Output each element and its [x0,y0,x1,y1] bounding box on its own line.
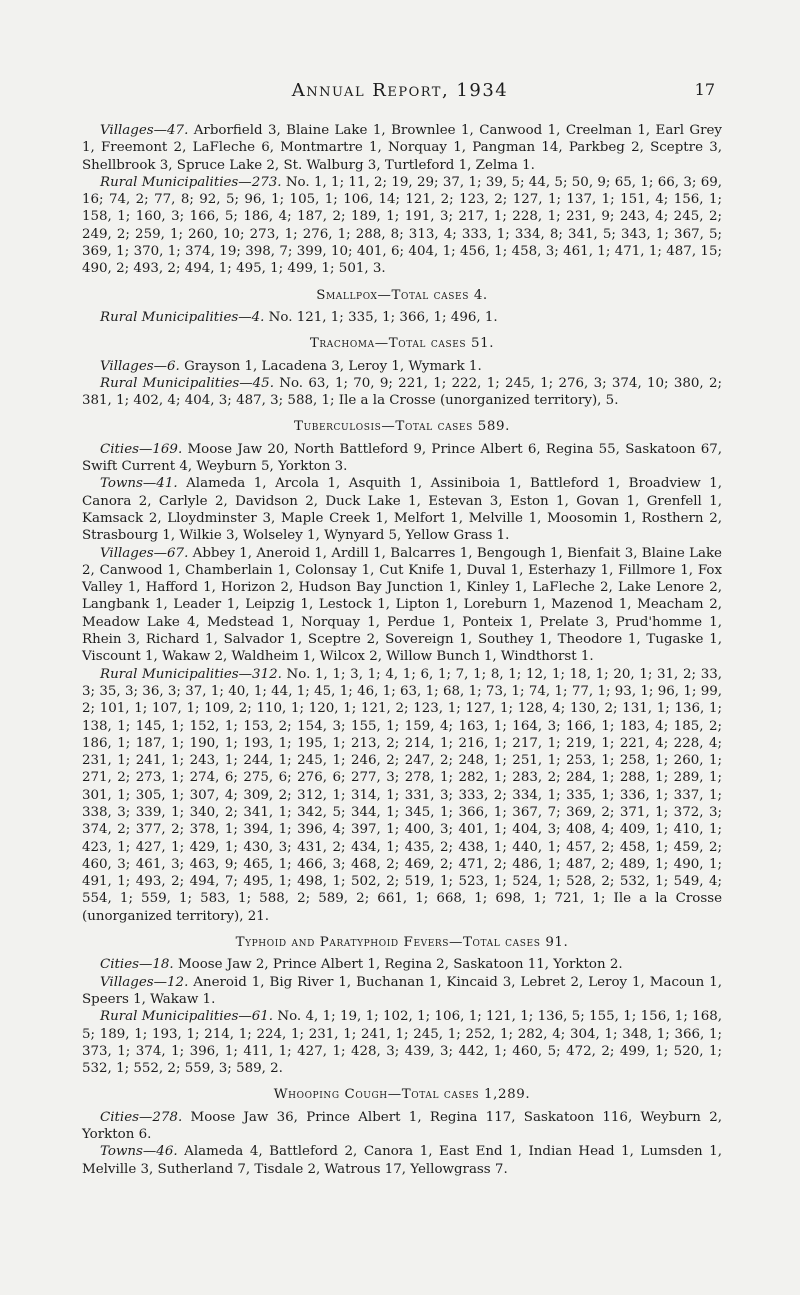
section-heading-typhoid: Typhoid and Paratyphoid Fevers—Total cases 91. [235,935,569,951]
villages-paragraph [82,358,722,375]
category-text: No. 63, 1; 70, 9; 221, 1; 222, 1; 245, 1; 276, 3; 374, 10; 380, 2; 381, 1; 402, 4; 404, 3; 487, 3; 588, 1; Ile a la Crosse (unorganized territory), 5. [82,375,722,409]
category-text: Moose Jaw 36, Prince Albert 1, Regina 117, Saskatoon 116, Weyburn 2, Yorkton 6. [82,1109,722,1143]
villages-paragraph [82,122,722,174]
category-label: Cities—169. [100,441,183,457]
towns-paragraph [82,475,722,544]
category-text: Arborfield 3, Blaine Lake 1, Brownlee 1, Canwood 1, Creelman 1, Earl Grey 1, Freemont 2, LaFleche 6, Montmartre 1, Norquay 1, Pangman 14, Parkbeg 2, Sceptre 3, Shellbrook 3, Spruce Lake 2, St. Walburg 3, Turtleford 1, Zelma 1. [82,123,722,173]
rural-municipalities-paragraph [82,1008,722,1077]
category-label: Cities—278. [100,1109,183,1125]
towns-paragraph [82,1143,722,1178]
cities-paragraph [82,1109,722,1144]
category-label: Rural Municipalities—4. [100,309,265,325]
category-label: Villages—67. [100,545,189,561]
category-text: Moose Jaw 2, Prince Albert 1, Regina 2, Saskatoon 11, Yorkton 2. [173,957,623,973]
category-text: Alameda 1, Arcola 1, Asquith 1, Assiniboia 1, Battleford 1, Broadview 1, Canora 2, Carlyle 2, Davidson 2, Duck Lake 1, Estevan 3, Eston 1, Govan 1, Grenfell 1, Kamsack 2, Lloydminster 3, Maple Creek 1, Melfort 1, Melville 1, Moosomin 1, Rosthern 2, Strasbourg 1, Wilkie 3, Wolseley 1, Wynyard 5, Yellow Grass 1. [82,476,722,544]
category-label: Rural Municipalities—45. [100,375,274,391]
category-text: Alameda 4, Battleford 2, Canora 1, East End 1, Indian Head 1, Lumsden 1, Melville 3, Sutherland 7, Tisdale 2, Watrous 17, Yellowgrass 7. [82,1144,722,1177]
category-label: Villages—12. [100,974,189,990]
villages-paragraph [82,545,722,666]
rural-municipalities-paragraph [82,666,722,925]
category-label: Rural Municipalities—312. [100,666,282,682]
section-heading-tuberculosis: Tuberculosis—Total cases 589. [294,419,510,435]
page-content [82,122,722,1178]
category-label: Towns—41. [100,476,178,492]
category-text: No. 1, 1; 11, 2; 19, 29; 37, 1; 39, 5; 44, 5; 50, 9; 65, 1; 66, 3; 69, 16; 74, 2; 77, 8; 92, 5; 96, 1; 105, 1; 106, 14; 121, 2; 123, 2; 127, 1; 137, 1; 151, 4; 156, 1; 158, 1; 160, 3; 166, 5; 186, 4; 187, 2; 189, 1; 191, 3; 217, 1; 228, 1; 231, 9; 243, 4; 245, 2; 249, 2; 259, 1; 260, 10; 273, 1; 276, 1; 288, 8; 313, 4; 333, 1; 334, 8; 341, 5; 343, 1; 367, 5; 369, 1; 370, 1; 374, 19; 398, 7; 399, 10; 401, 6; 404, 1; 456, 1; 458, 3; 461, 1; 471, 1; 487, 15; 490, 2; 493, 2; 494, 1; 495, 1; 499, 1; 501, 3. [82,174,722,277]
category-text: Aneroid 1, Big River 1, Buchanan 1, Kincaid 3, Lebret 2, Leroy 1, Macoun 1, Speers 1, Wakaw 1. [82,974,722,1007]
category-label: Villages—6. [100,358,180,374]
category-label: Rural Municipalities—273. [100,174,282,190]
category-text: Abbey 1, Aneroid 1, Ardill 1, Balcarres 1, Bengough 1, Bienfait 3, Blaine Lake 2, Canwood 1, Chamberlain 1, Colonsay 1, Cut Knife 1, Duval 1, Esterhazy 1, Fillmore 1, Fox Valley 1, Hafford 1, Horizon 2, Hudson Bay Junction 1, Kinley 1, LaFleche 2, Lake Lenore 2, Langbank 1, Leader 1, Leipzig 1, Lestock 1, Lipton 1, Loreburn 1, Mazenod 1, Meacham 2, Meadow Lake 4, Medstead 1, Norquay 1, Perdue 1, Ponteix 1, Prelate 3, Prud'homme 1, Rhein 3, Richard 1, Salvador 1, Sceptre 2, Sovereign 1, Southey 1, Theodore 1, Tugaske 1, Viscount 1, Wakaw 2, Waldheim 1, Wilcox 2, Willow Bunch 1, Windthorst 1. [82,545,722,665]
rural-municipalities-paragraph [82,375,722,410]
section-heading-whooping-cough: Whooping Cough—Total cases 1,289. [273,1087,531,1103]
villages-paragraph [82,974,722,1009]
category-label: Cities—18. [100,957,174,973]
rural-municipalities-paragraph [82,174,722,278]
category-text: Grayson 1, Lacadena 3, Leroy 1, Wymark 1. [179,358,482,374]
category-label: Villages—47. [100,123,189,138]
cities-paragraph [82,441,722,476]
category-text: No. 121, 1; 335, 1; 366, 1; 496, 1. [264,309,498,325]
cities-paragraph [82,956,722,973]
rural-municipalities-paragraph [82,309,722,326]
section-heading-smallpox: Smallpox—Total cases 4. [316,287,488,303]
category-text: No. 1, 1; 3, 1; 4, 1; 6, 1; 7, 1; 8, 1; 12, 1; 18, 1; 20, 1; 31, 2; 33, 3; 35, 3; 36, 3; 37, 1; 40, 1; 44, 1; 45, 1; 46, 1; 63, 1; 68, 1; 73, 1; 74, 1; 77, 1; 93, 1; 96, 1; 99, 2; 101, 1; 107, 1; 109, 2; 110, 1; 120, 1; 121, 2; 123, 1; 127, 1; 128, 4; 130, 2; 131, 1; 136, 1; 138, 1; 145, 1; 152, 1; 153, 2; 154, 3; 155, 1; 159, 4; 163, 1; 164, 3; 166, 1; 183, 4; 185, 2; 186, 1; 187, 1; 190, 1; 193, 1; 195, 1; 213, 2; 214, 1; 216, 1; 217, 1; 219, 1; 221, 4; 228, 4; 231, 1; 241, 1; 243, 1; 244, 1; 245, 1; 246, 2; 247, 2; 248, 1; 251, 1; 253, 1; 258, 1; 260, 1; 271, 2; 273, 1; 274, 6; 275, 6; 276, 6; 277, 3; 278, 1; 282, 1; 283, 2; 284, 1; 288, 1; 289, 1; 301, 1; 305, 1; 307, 4; 309, 2; 312, 1; 314, 1; 331, 3; 333, 2; 334, 1; 335, 1; 336, 1; 337, 1; 338, 3; 339, 1; 340, 2; 341, 1; 342, 5; 344, 1; 345, 1; 366, 1; 367, 7; 369, 2; 371, 1; 372, 3; 374, 2; 377, 2; 378, 1; 394, 1; 396, 4; 397, 1; 400, 3; 401, 1; 404, 3; 408, 4; 409, 1; 410, 1; 423, 1; 427, 1; 429, 1; 430, 3; 431, 2; 434, 1; 435, 2; 438, 1; 440, 1; 457, 2; 458, 1; 459, 2; 460, 3; 461, 3; 463, 9; 465, 1; 466, 3; 468, 2; 469, 2; 471, 2; 486, 1; 487, 2; 489, 1; 490, 1; 491, 1; 493, 2; 494, 7; 495, 1; 498, 1; 502, 2; 519, 1; 523, 1; 524, 1; 528, 2; 532, 1; 549, 4; 554, 1; 559, 1; 583, 1; 588, 2; 589, 2; 661, 1; 668, 1; 698, 1; 721, 1; Ile a la Crosse (unorganized territory), 21. [82,666,722,924]
category-label: Rural Municipalities—61. [100,1009,274,1025]
page-header [0,80,800,110]
category-label: Towns—46. [100,1144,178,1160]
section-heading-trachoma: Trachoma—Total cases 51. [309,336,495,352]
category-text: Moose Jaw 20, North Battleford 9, Prince Albert 6, Regina 55, Saskatoon 67, Swift Current 4, Weyburn 5, Yorkton 3. [82,441,722,475]
running-title: Annual Report, 1934 [291,80,509,101]
page-number: 17 [694,80,715,99]
category-text: No. 4, 1; 19, 1; 102, 1; 106, 1; 121, 1; 136, 5; 155, 1; 156, 1; 168, 5; 189, 1; 193, 1; 214, 1; 224, 1; 231, 1; 241, 1; 245, 1; 252, 1; 282, 4; 304, 1; 348, 1; 366, 1; 373, 1; 374, 1; 396, 1; 411, 1; 427, 1; 428, 3; 439, 3; 442, 1; 460, 5; 472, 2; 499, 1; 520, 1; 532, 1; 552, 2; 559, 3; 589, 2. [82,1009,722,1077]
